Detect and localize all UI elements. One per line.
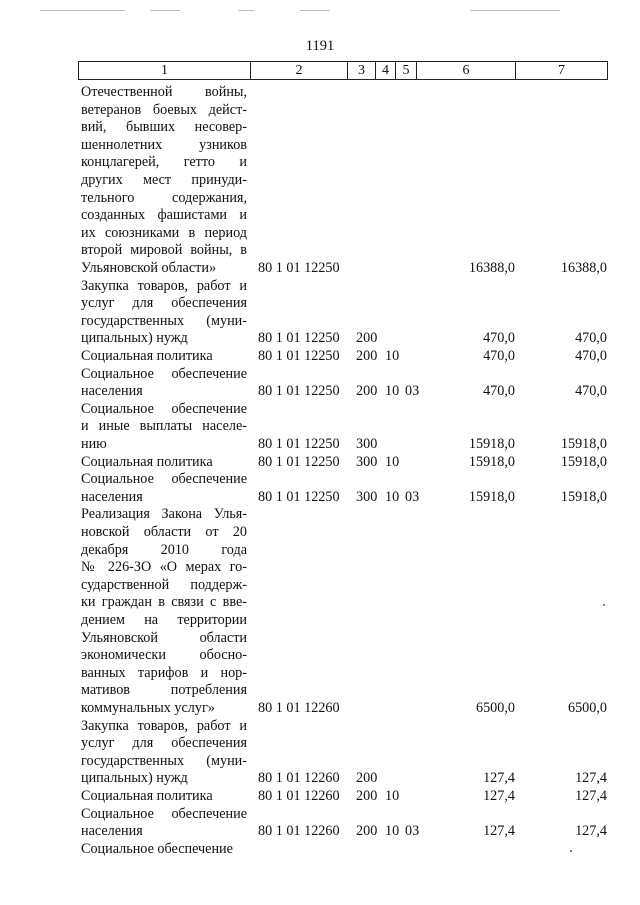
table-row: [0, 718, 640, 736]
table-row: [0, 84, 640, 102]
table-row-continuation: [0, 823, 640, 841]
row-name-text: тельного содержания,: [81, 189, 247, 206]
row-value-6: 127,4: [483, 770, 515, 787]
row-name-text: декабря 2010 года: [81, 541, 247, 558]
table-row-continuation: [0, 119, 640, 137]
row-name-text: Закупка товаров, работ и: [81, 717, 247, 734]
row-value-6: 15918,0: [468, 453, 515, 470]
header-col-7: 7: [558, 63, 565, 78]
row-name-text: населения: [81, 383, 143, 400]
row-code: 80 1 01 12250: [258, 260, 340, 276]
row-value-7: 15918,0: [560, 436, 607, 452]
row-name-text: услуг для обеспечения: [81, 295, 247, 312]
table-row-continuation: [0, 313, 640, 331]
row-name-text: услуг для обеспечения: [81, 735, 247, 752]
row-name-text: Социальная политика: [81, 788, 213, 804]
row-code: 80 1 01 12260: [258, 770, 340, 787]
row-name-text: второй мировой войны, в: [81, 242, 247, 259]
row-code: 80 1 01 12250: [258, 348, 340, 364]
row-name-text: Социальное обеспечение: [81, 471, 247, 488]
scan-mark: [150, 10, 180, 11]
table-row: [0, 806, 640, 824]
table-row-continuation: [0, 154, 640, 172]
header-col-1: 1: [79, 62, 251, 79]
row-name-text: Реализация Закона Улья-: [81, 506, 247, 523]
table-row: [0, 841, 640, 859]
table-row: [0, 506, 640, 524]
row-name-text: ветеранов боевых дейст-: [81, 101, 247, 118]
row-code: 80 1 01 12250: [258, 488, 340, 505]
row-value-6: 470,0: [483, 348, 515, 364]
table-row-continuation: [0, 594, 640, 612]
table-row-continuation: [0, 682, 640, 700]
scan-mark: [238, 10, 254, 11]
table-row: [0, 278, 640, 296]
row-code: 80 1 01 12250: [258, 383, 340, 400]
row-value-7: 16388,0: [560, 260, 607, 276]
table-row-continuation: [0, 102, 640, 120]
row-name-text: их союзниками в период: [81, 224, 247, 241]
row-value-6: 6500,0: [475, 700, 515, 716]
row-value-6: 470,0: [483, 330, 515, 347]
row-vr: 200: [356, 330, 378, 347]
row-name-text: дением на территории: [81, 612, 247, 628]
row-vr: 300: [356, 488, 378, 505]
row-code: 80 1 01 12260: [258, 823, 340, 840]
row-name-text: созданных фашистами и: [81, 207, 247, 224]
table-row: [0, 471, 640, 489]
table-row-continuation: [0, 190, 640, 208]
row-name-text: сударственной поддерж-: [81, 576, 247, 593]
row-value-7: 470,0: [575, 330, 607, 347]
header-col-3: 3: [348, 62, 376, 79]
table-row-continuation: [0, 559, 640, 577]
table-row-continuation: [0, 630, 640, 648]
header-col-2: 2: [251, 62, 348, 79]
row-value-7: 15918,0: [560, 453, 607, 470]
row-name-text: № 226-ЗО «О мерах го-: [81, 559, 247, 576]
table-row-continuation: [0, 383, 640, 401]
row-value-7: 6500,0: [567, 700, 607, 716]
table-row-continuation: [0, 242, 640, 260]
row-name-text: государственных (муни-: [81, 312, 247, 329]
row-name-text: Ульяновской области»: [81, 260, 217, 276]
row-name-text: Социальное обеспечение: [81, 365, 247, 382]
row-name-text: ципальных) нужд: [81, 330, 188, 347]
row-value-6: 127,4: [483, 823, 515, 840]
row-name-text: Социальное обеспечение: [81, 400, 247, 417]
table-row: [0, 401, 640, 419]
row-name-text: Социальное обеспечение: [81, 840, 233, 857]
table-row-continuation: [0, 295, 640, 313]
table-row-continuation: [0, 542, 640, 560]
row-value-7: 127,4: [575, 788, 607, 804]
row-name-text: других мест принуди-: [81, 172, 247, 188]
table-row-continuation: [0, 260, 640, 278]
table-row-continuation: [0, 330, 640, 348]
row-rz: 10: [385, 383, 400, 400]
table-row-continuation: [0, 225, 640, 243]
table-row: [0, 788, 640, 806]
row-rz: 10: [385, 348, 400, 364]
row-code: 80 1 01 12260: [258, 788, 340, 804]
row-value-7: 15918,0: [560, 488, 607, 505]
table-row-continuation: [0, 489, 640, 507]
row-name-text: нию: [81, 436, 107, 452]
row-name-text: ки граждан в связи с вве-: [81, 594, 247, 611]
row-pr: 03: [405, 823, 420, 840]
scan-speck: [603, 604, 605, 606]
row-name-text: населения: [81, 488, 143, 505]
row-name-text: и иные выплаты населе-: [81, 418, 247, 435]
table-header: [78, 61, 608, 80]
table-row-continuation: [0, 770, 640, 788]
row-value-6: 127,4: [483, 788, 515, 804]
row-code: 80 1 01 12250: [258, 453, 340, 470]
scan-speck: [570, 850, 572, 852]
row-name-text: экономически обосно-: [81, 647, 247, 664]
scan-mark: [40, 10, 125, 11]
row-code: 80 1 01 12250: [258, 436, 340, 452]
page-number: 1191: [305, 38, 335, 54]
row-vr: 200: [356, 823, 378, 840]
table-row-continuation: [0, 735, 640, 753]
row-vr: 300: [356, 436, 378, 452]
table-row-continuation: [0, 436, 640, 454]
row-name-text: Закупка товаров, работ и: [81, 277, 247, 294]
table-row: [0, 348, 640, 366]
row-rz: 10: [385, 788, 400, 804]
row-name-text: Социальная политика: [81, 348, 213, 364]
row-value-6: 16388,0: [468, 260, 515, 276]
header-col-5: 5: [396, 62, 417, 79]
table-row-continuation: [0, 647, 640, 665]
scan-mark: [470, 10, 560, 11]
table-row-continuation: [0, 612, 640, 630]
row-value-6: 15918,0: [468, 488, 515, 505]
table-row-continuation: [0, 753, 640, 771]
row-name-text: Отечественной войны,: [81, 84, 247, 100]
row-name-text: государственных (муни-: [81, 752, 247, 769]
row-name-text: концлагерей, гетто и: [81, 154, 247, 171]
row-name-text: мативов потребления: [81, 682, 247, 699]
scan-mark: [300, 10, 330, 11]
table-row-continuation: [0, 665, 640, 683]
row-name-text: Социальное обеспечение: [81, 805, 247, 822]
table-row-continuation: [0, 700, 640, 718]
row-code: 80 1 01 12250: [258, 330, 340, 347]
row-name-text: ванных тарифов и нор-: [81, 664, 247, 681]
table-row: [0, 454, 640, 472]
row-value-6: 15918,0: [468, 436, 515, 452]
row-name-text: шеннолетних узников: [81, 136, 247, 153]
row-value-6: 470,0: [483, 383, 515, 400]
row-name-text: новской области от 20: [81, 524, 247, 540]
row-name-text: Социальная политика: [81, 453, 213, 470]
row-name-text: населения: [81, 823, 143, 840]
row-rz: 10: [385, 823, 400, 840]
row-name-text: коммунальных услуг»: [81, 700, 215, 716]
table-row-continuation: [0, 137, 640, 155]
table-row: [0, 366, 640, 384]
row-vr: 300: [356, 453, 378, 470]
row-vr: 200: [356, 788, 378, 804]
header-col-4: 4: [376, 62, 396, 79]
row-value-7: 470,0: [575, 348, 607, 364]
row-rz: 10: [385, 488, 400, 505]
table-row-continuation: [0, 577, 640, 595]
row-name-text: Ульяновской области: [81, 629, 247, 646]
table-row-continuation: [0, 524, 640, 542]
row-name-text: вий, бывших несовер-: [81, 119, 247, 136]
row-value-7: 127,4: [575, 770, 607, 787]
row-rz: 10: [385, 453, 400, 470]
row-vr: 200: [356, 770, 378, 787]
row-name-text: ципальных) нужд: [81, 770, 188, 787]
row-pr: 03: [405, 488, 420, 505]
row-pr: 03: [405, 383, 420, 400]
row-code: 80 1 01 12260: [258, 700, 340, 716]
header-col-6: 6: [417, 62, 516, 79]
table-row-continuation: [0, 172, 640, 190]
table-row-continuation: [0, 418, 640, 436]
row-vr: 200: [356, 383, 378, 400]
row-value-7: 127,4: [575, 823, 607, 840]
table-row-continuation: [0, 207, 640, 225]
row-value-7: 470,0: [575, 383, 607, 400]
row-vr: 200: [356, 348, 378, 364]
